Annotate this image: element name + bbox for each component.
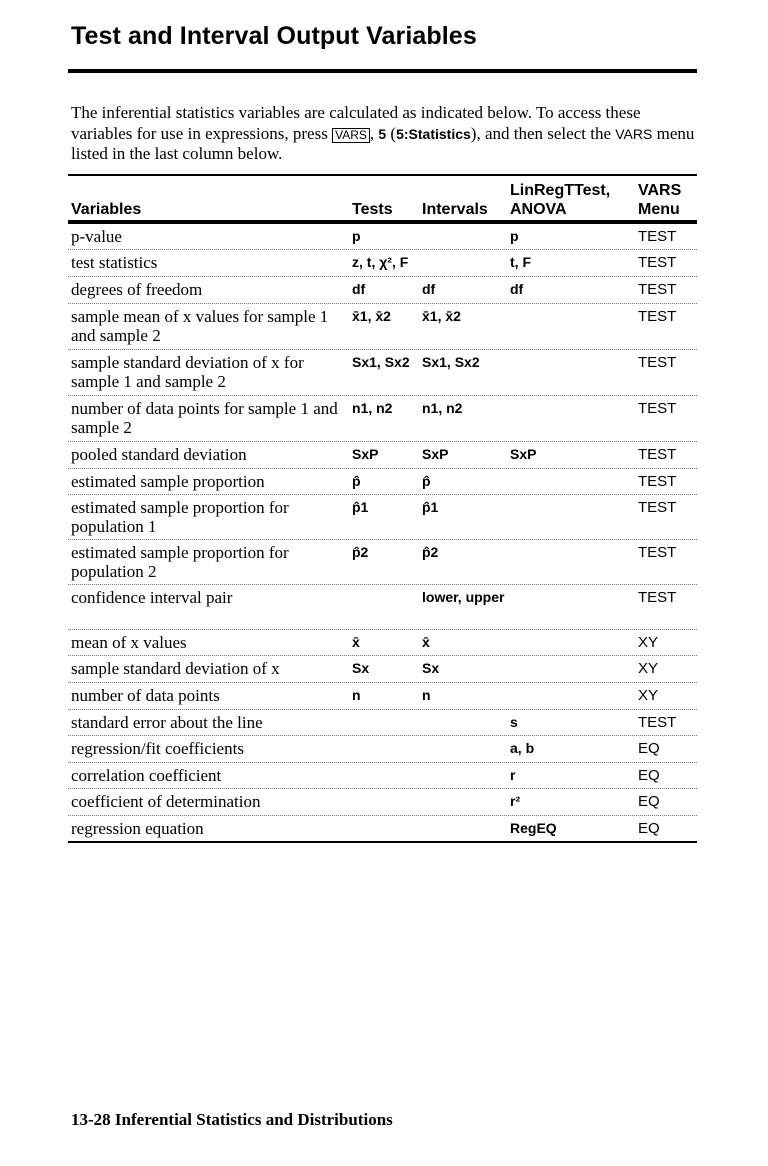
- cell-linreg: t, F: [510, 254, 531, 270]
- cell-linreg: s: [510, 714, 518, 730]
- cell-variable: sample mean of x values for sample 1 and sample 2: [71, 307, 329, 345]
- table-row: [68, 277, 697, 304]
- cell-tests: [352, 710, 422, 735]
- table-row: [68, 710, 697, 736]
- cell-linreg: [510, 469, 638, 494]
- cell-intervals: [422, 789, 510, 815]
- intro-vars-word: VARS: [615, 125, 653, 142]
- cell-intervals: p̂2: [422, 544, 439, 560]
- cell-variable: sample standard deviation of x for sample 1 and sample 2: [71, 353, 304, 391]
- intro-text-1: The inferential statistics variables are calculated as indicated below. To access these variables for use in expressions, press: [71, 103, 641, 143]
- cell-linreg: SxP: [510, 446, 537, 462]
- table-row: [68, 350, 697, 396]
- table-row: [68, 224, 697, 250]
- header-tests: Tests: [352, 201, 393, 218]
- intro-text-2: ), and then select the: [470, 123, 616, 143]
- cell-tests: [352, 789, 422, 815]
- cell-variable: degrees of freedom: [71, 280, 203, 299]
- cell-vars-menu: XY: [638, 634, 659, 651]
- table-row: [68, 816, 697, 843]
- header-variables: Variables: [71, 201, 142, 218]
- title-rule: [68, 69, 697, 73]
- cell-intervals: n1, n2: [422, 400, 463, 416]
- table-row: [68, 736, 697, 763]
- cell-tests: Sx: [352, 660, 370, 676]
- cell-linreg: [510, 495, 638, 539]
- intro-menu-statistics: 5:Statistics: [396, 125, 471, 142]
- cell-tests: Sx1, Sx2: [352, 354, 410, 370]
- cell-intervals: [422, 763, 510, 788]
- cell-tests: p̂: [352, 473, 361, 489]
- intro-open-paren: (: [386, 123, 397, 143]
- cell-linreg: [510, 304, 638, 349]
- table-body: [68, 224, 697, 843]
- cell-tests: [352, 736, 422, 762]
- cell-intervals: n: [422, 687, 431, 703]
- table-row: [68, 656, 697, 683]
- cell-vars-menu: TEST: [638, 499, 677, 516]
- cell-intervals: [422, 224, 510, 249]
- table-row: [68, 630, 697, 656]
- cell-vars-menu: TEST: [638, 308, 677, 325]
- cell-linreg: [510, 585, 638, 629]
- cell-intervals: [422, 736, 510, 762]
- table-row: [68, 396, 697, 442]
- cell-tests: df: [352, 281, 366, 297]
- cell-variable: mean of x values: [71, 633, 187, 652]
- cell-variable: sample standard deviation of x: [71, 659, 280, 678]
- cell-vars-menu: TEST: [638, 446, 677, 463]
- cell-vars-menu: EQ: [638, 740, 660, 757]
- cell-linreg: [510, 540, 638, 584]
- cell-variable: confidence interval pair: [71, 588, 233, 607]
- cell-linreg: r²: [510, 793, 521, 809]
- cell-intervals: x̄: [422, 634, 430, 650]
- table-row: [68, 789, 697, 816]
- cell-intervals: Sx1, Sx2: [422, 354, 480, 370]
- cell-vars-menu: TEST: [638, 228, 677, 245]
- output-variables-table: [68, 174, 697, 843]
- cell-variable: estimated sample proportion for population 1: [71, 498, 289, 536]
- cell-intervals: lower, upper: [422, 589, 505, 605]
- cell-intervals: SxP: [422, 446, 449, 462]
- cell-vars-menu: TEST: [638, 400, 677, 417]
- cell-intervals: [422, 250, 510, 276]
- table-row: [68, 683, 697, 710]
- cell-variable: regression equation: [71, 819, 204, 838]
- cell-intervals: [422, 710, 510, 735]
- cell-intervals: [422, 816, 510, 841]
- table-row: [68, 442, 697, 469]
- cell-tests: p̂1: [352, 499, 369, 515]
- cell-vars-menu: TEST: [638, 714, 677, 731]
- header-vars-menu: VARS Menu: [638, 182, 682, 218]
- cell-variable: p-value: [71, 227, 122, 246]
- header-intervals: Intervals: [422, 201, 488, 218]
- table-row: [68, 469, 697, 495]
- cell-linreg: a, b: [510, 740, 535, 756]
- cell-vars-menu: EQ: [638, 793, 660, 810]
- cell-vars-menu: EQ: [638, 767, 660, 784]
- page-title: Test and Interval Output Variables: [71, 22, 477, 50]
- cell-vars-menu: TEST: [638, 589, 677, 606]
- cell-tests: [352, 816, 422, 841]
- cell-intervals: p̂: [422, 473, 431, 489]
- cell-vars-menu: TEST: [638, 473, 677, 490]
- cell-linreg: [510, 630, 638, 655]
- cell-linreg: [510, 396, 638, 441]
- cell-vars-menu: XY: [638, 660, 659, 677]
- cell-variable: pooled standard deviation: [71, 445, 247, 464]
- cell-linreg: r: [510, 767, 516, 783]
- intro-key-5: 5: [378, 125, 387, 142]
- cell-tests: z, t, χ², F: [352, 254, 409, 270]
- cell-intervals: df: [422, 281, 436, 297]
- table-row: [68, 250, 697, 277]
- table-row: [68, 540, 697, 585]
- cell-variable: estimated sample proportion for population 2: [71, 543, 289, 581]
- cell-variable: coefficient of determination: [71, 792, 261, 811]
- cell-variable: estimated sample proportion: [71, 472, 265, 491]
- table-row: [68, 495, 697, 540]
- cell-tests: n: [352, 687, 361, 703]
- cell-tests: SxP: [352, 446, 379, 462]
- table-header-row: [68, 176, 697, 220]
- intro-comma: ,: [369, 123, 379, 143]
- cell-tests: [352, 763, 422, 788]
- page-footer: 13-28 Inferential Statistics and Distributions: [71, 1110, 393, 1129]
- cell-variable: test statistics: [71, 253, 158, 272]
- cell-variable: number of data points for sample 1 and sample 2: [71, 399, 338, 437]
- cell-intervals: Sx: [422, 660, 440, 676]
- table-row: [68, 763, 697, 789]
- cell-variable: regression/fit coefficients: [71, 739, 244, 758]
- cell-vars-menu: EQ: [638, 820, 660, 837]
- cell-linreg: [510, 683, 638, 709]
- cell-variable: standard error about the line: [71, 713, 263, 732]
- intro-text-3: menu listed in the last column below.: [71, 123, 695, 163]
- cell-tests: [352, 585, 422, 629]
- cell-vars-menu: TEST: [638, 354, 677, 371]
- cell-variable: correlation coefficient: [71, 766, 222, 785]
- cell-tests: x̄: [352, 634, 360, 650]
- cell-linreg: p: [510, 228, 519, 244]
- table-row: [68, 304, 697, 350]
- cell-vars-menu: TEST: [638, 254, 677, 271]
- cell-intervals: p̂1: [422, 499, 439, 515]
- cell-tests: x̄1, x̄2: [352, 308, 391, 324]
- cell-linreg: [510, 350, 638, 395]
- cell-linreg: df: [510, 281, 524, 297]
- cell-variable: number of data points: [71, 686, 220, 705]
- vars-key-icon: VARS: [332, 128, 370, 143]
- cell-tests: n1, n2: [352, 400, 393, 416]
- cell-tests: p: [352, 228, 361, 244]
- cell-linreg: RegEQ: [510, 820, 557, 836]
- intro-paragraph: [71, 103, 701, 165]
- cell-vars-menu: TEST: [638, 281, 677, 298]
- cell-vars-menu: XY: [638, 687, 659, 704]
- cell-tests: p̂2: [352, 544, 369, 560]
- header-linreg: LinRegTTest, ANOVA: [510, 182, 611, 218]
- cell-linreg: [510, 656, 638, 682]
- table-row: [68, 585, 697, 630]
- cell-intervals: x̄1, x̄2: [422, 308, 461, 324]
- cell-vars-menu: TEST: [638, 544, 677, 561]
